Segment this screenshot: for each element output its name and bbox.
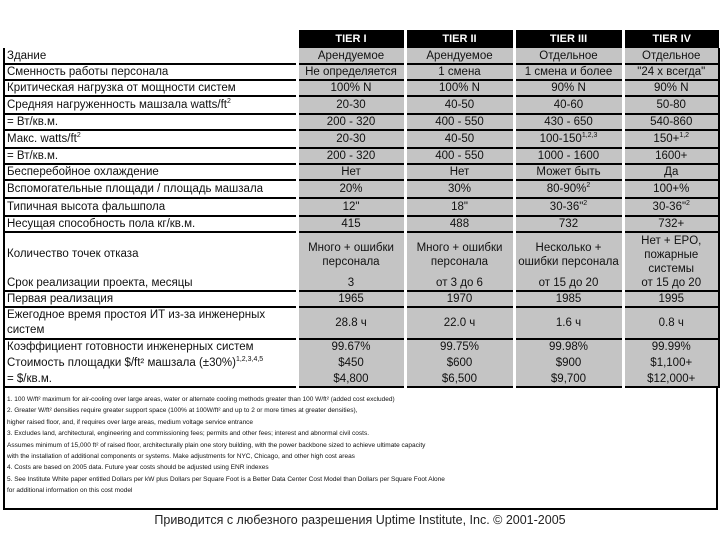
tier-value <box>297 232 405 276</box>
tier-value <box>297 80 405 96</box>
value-text: от 15 до 20 <box>641 277 702 289</box>
value-text: 1970 <box>446 293 473 305</box>
tier-value <box>514 339 623 354</box>
footnote-ref: 1,2,3 <box>581 132 598 140</box>
value-text: 200 - 320 <box>326 116 376 128</box>
value-text: $600 <box>446 356 473 369</box>
tier-value <box>514 198 623 216</box>
tier-value <box>297 180 405 198</box>
footnote: 3. Excludes land, architectural, engineering and commissioning fees; permits and other fees; interest and abnormal civil costs. <box>7 430 370 438</box>
tier-header: TIER IV <box>623 30 719 48</box>
row-label <box>4 307 297 339</box>
tier-value <box>623 198 719 216</box>
table-row <box>4 276 719 291</box>
tier-value <box>514 164 623 180</box>
tier-value <box>514 276 623 291</box>
tier-value <box>514 48 623 64</box>
row-label-text: Первая реализация <box>7 293 114 305</box>
row-label-text: Срок реализации проекта, месяцы <box>7 277 193 289</box>
value-text: 540-860 <box>650 116 693 128</box>
value-text: 1 смена и более <box>524 66 613 78</box>
value-text: Много + ошибки персонала <box>416 241 503 268</box>
tier-value <box>405 276 514 291</box>
footnote: 5. See Institute White paper entitled Dollars per kW plus Dollars per Square Foot is a Better Data Center Cost Model than Dollars per Square Foot Alone <box>7 475 445 483</box>
row-label <box>4 276 297 291</box>
row-label-text: Количество точек отказа <box>7 248 139 260</box>
tier-value <box>405 291 514 307</box>
tier-value <box>297 164 405 180</box>
row-label-text: = $/кв.м. <box>7 372 52 385</box>
tier-value <box>623 148 719 164</box>
tier-value <box>297 130 405 148</box>
value-text: $12,000+ <box>647 372 696 385</box>
table-row <box>4 339 719 354</box>
value-text: Отдельное <box>539 49 598 62</box>
value-text: 28.8 ч <box>335 317 367 329</box>
value-text: Нет + EPO, пожарные системы <box>641 234 702 275</box>
row-label <box>4 164 297 180</box>
row-label <box>4 232 297 276</box>
tier-value <box>297 96 405 114</box>
tier-value <box>514 114 623 130</box>
value-text: 732+ <box>658 218 685 230</box>
tier-value <box>623 216 719 232</box>
tier-value <box>405 130 514 148</box>
row-label <box>4 198 297 216</box>
row-label <box>4 64 297 80</box>
tier-value <box>514 180 623 198</box>
value-text: 1.6 ч <box>555 317 582 329</box>
tier-value <box>623 307 719 339</box>
value-text: 22.0 ч <box>443 317 476 329</box>
tier-value <box>405 148 514 164</box>
value-text: 20% <box>339 183 363 195</box>
tier-value <box>297 64 405 80</box>
tier-value <box>514 80 623 96</box>
value-text: 90% N <box>653 82 689 94</box>
table-row <box>4 354 719 371</box>
tier-value <box>623 130 719 148</box>
footnote: for additional information on this cost model <box>7 487 133 495</box>
tier-value <box>623 96 719 114</box>
row-label-text: Ежегодное время простоя ИТ из-за инженерных систем <box>7 309 266 336</box>
credit-line: Приводится с любезного разрешения Uptime Institute, Inc. © 2001-2005 <box>154 513 566 527</box>
tier-value <box>405 180 514 198</box>
row-label <box>4 96 297 114</box>
table-row <box>4 80 719 96</box>
value-text: 99.75% <box>439 341 479 353</box>
tier-value <box>514 96 623 114</box>
value-text: 50-80 <box>656 99 686 111</box>
value-text: Несколько + ошибки персонала <box>518 241 619 268</box>
value-text: от 15 до 20 <box>538 277 599 289</box>
row-label <box>4 339 297 354</box>
tier-value <box>514 64 623 80</box>
value-text: 90% N <box>551 82 586 94</box>
table-row <box>4 291 719 307</box>
tier-value <box>297 148 405 164</box>
footnote: with the installation of additional components or systems. Make adjustments for NYC, Chicago, and other high cost areas <box>7 453 355 461</box>
footnote: 2. Greater W/ft² densities require greater support space (100% at 100W/ft² and up to 2 or more times at greater densities), <box>7 407 358 415</box>
tier-value <box>623 180 719 198</box>
value-text: $4,800 <box>333 372 369 385</box>
table-row <box>4 216 719 232</box>
tier-value <box>405 114 514 130</box>
tier-value <box>623 48 719 64</box>
value-text: 100-150 <box>539 133 582 145</box>
value-text: 150+ <box>653 133 680 145</box>
value-text: 30-36" <box>652 201 687 213</box>
value-text: 12" <box>342 201 360 213</box>
value-text: 99.67% <box>331 341 371 353</box>
tier-value <box>623 291 719 307</box>
value-text: 1985 <box>555 293 582 305</box>
footnote-ref: 1,2 <box>679 132 690 140</box>
tier-value <box>297 48 405 64</box>
value-text: 40-50 <box>444 133 475 145</box>
footnote-ref: 1,2,3,4,5 <box>235 355 264 363</box>
value-text: от 3 до 6 <box>436 277 483 289</box>
tier-value <box>623 80 719 96</box>
footnote-ref: 2 <box>686 200 690 208</box>
value-text: 40-60 <box>553 99 584 111</box>
value-text: $1,100+ <box>650 356 693 369</box>
value-text: 1965 <box>338 293 364 305</box>
tier-value <box>623 371 719 387</box>
tier-value <box>405 339 514 354</box>
row-label-text: Стоимость площадки $/ft² машзала (±30%) <box>7 356 236 369</box>
footnote: 4. Costs are based on 2005 data. Future year costs should be adjusted using ENR indexes <box>7 464 269 472</box>
row-label <box>4 114 297 130</box>
row-label <box>4 148 297 164</box>
tier-header: TIER I <box>297 30 405 48</box>
row-label-text: Средняя нагруженность машзала watts/ft <box>7 99 227 111</box>
table-row <box>4 180 719 198</box>
value-text: 40-50 <box>444 99 475 111</box>
table-row <box>4 130 719 148</box>
value-text: 18" <box>451 201 468 213</box>
value-text: 100% N <box>330 82 372 94</box>
tier-value <box>297 307 405 339</box>
footnote-ref: 2 <box>586 182 591 190</box>
header-row <box>4 30 719 48</box>
tier-value <box>623 339 719 354</box>
row-label-text: Критическая нагрузка от мощности систем <box>7 82 236 94</box>
value-text: 99.99% <box>651 341 691 353</box>
tier-value <box>297 291 405 307</box>
row-label-text: Вспомогательные площади / площадь машзала <box>7 183 264 195</box>
value-text: Нет <box>341 166 361 178</box>
table-row <box>4 96 719 114</box>
footnote-ref: 2 <box>76 132 81 140</box>
value-text: $900 <box>555 356 582 369</box>
value-text: 100% N <box>439 82 480 94</box>
row-label <box>4 216 297 232</box>
tier-value <box>297 114 405 130</box>
value-text: 1600+ <box>655 150 688 162</box>
tier-value <box>623 232 719 276</box>
footnote: Assumes minimum of 15,000 ft² of raised floor, architecturally plain one story building, with the power backbone sized to achieve ultimate capacity <box>7 441 426 449</box>
footnote-ref: 2 <box>583 200 588 208</box>
value-text: Много + ошибки персонала <box>308 241 394 268</box>
table-row <box>4 164 719 180</box>
value-text: 400 - 550 <box>435 116 484 128</box>
tier-value <box>297 276 405 291</box>
tier-value <box>514 307 623 339</box>
value-text: 99.98% <box>548 341 588 353</box>
row-label-text: Типичная высота фальшпола <box>7 201 166 213</box>
tier-value <box>623 64 719 80</box>
row-label <box>4 80 297 96</box>
tier-value <box>514 354 623 371</box>
value-text: Может быть <box>536 166 601 178</box>
value-text: 80-90% <box>546 183 587 195</box>
row-label-text: = Вт/кв.м. <box>7 150 59 162</box>
value-text: 1000 - 1600 <box>537 150 600 162</box>
tier-value <box>405 371 514 387</box>
value-text: 400 - 550 <box>435 150 484 162</box>
row-label <box>4 291 297 307</box>
row-label <box>4 130 297 148</box>
row-label <box>4 354 297 371</box>
value-text: $9,700 <box>550 372 587 385</box>
value-text: 1 смена <box>438 66 481 78</box>
value-text: 0.8 ч <box>658 317 684 329</box>
tier-value <box>405 232 514 276</box>
value-text: Арендуемое <box>317 49 385 62</box>
tier-value <box>405 48 514 64</box>
tier-value <box>297 216 405 232</box>
row-label-text: Бесперебойное охлаждение <box>7 166 159 178</box>
row-label-text: Макс. watts/ft <box>7 133 77 145</box>
header-blank <box>4 30 297 48</box>
table-row <box>4 198 719 216</box>
table-row <box>4 114 719 130</box>
value-text: 1995 <box>658 293 685 305</box>
tier-value <box>514 148 623 164</box>
value-text: 415 <box>341 218 361 230</box>
footnote-ref: 2 <box>226 98 231 106</box>
footnote: higher raised floor, and, if requires over large areas, medium voltage service entrance <box>7 418 254 426</box>
row-label-text: = Вт/кв.м. <box>7 116 59 128</box>
tier-value <box>405 80 514 96</box>
tier-value <box>514 130 623 148</box>
tier-value <box>297 371 405 387</box>
tier-header: TIER II <box>405 30 514 48</box>
tier-value <box>623 164 719 180</box>
footnotes <box>3 388 718 510</box>
table-row <box>4 148 719 164</box>
footnote: 1. 100 W/ft² maximum for air-cooling over large areas, water or alternate cooling methods greater than 100 W/ft² (added cost excluded) <box>7 396 395 403</box>
table-row <box>4 48 719 64</box>
tier-value <box>514 291 623 307</box>
row-label-text: Несущая способность пола кг/кв.м. <box>7 218 196 230</box>
value-text: 30% <box>447 183 472 195</box>
tier-value <box>405 198 514 216</box>
tier-value <box>623 276 719 291</box>
value-text: "24 х всегда" <box>637 66 706 78</box>
value-text: Не определяется <box>305 66 397 78</box>
table-row <box>4 307 719 339</box>
tier-value <box>405 307 514 339</box>
value-text: $450 <box>338 356 364 369</box>
row-label <box>4 371 297 387</box>
table-row <box>4 64 719 80</box>
tier-value <box>405 354 514 371</box>
row-label-text: Здание <box>7 49 47 62</box>
value-text: $6,500 <box>441 372 478 385</box>
tier-value <box>405 216 514 232</box>
row-label <box>4 180 297 198</box>
value-text: Да <box>664 166 679 178</box>
tier-value <box>514 371 623 387</box>
value-text: 20-30 <box>336 133 366 145</box>
tier-value <box>405 64 514 80</box>
value-text: 100+% <box>653 183 690 195</box>
tier-value <box>623 114 719 130</box>
table-row <box>4 232 719 276</box>
tier-value <box>623 354 719 371</box>
tier-value <box>405 96 514 114</box>
value-text: 430 - 650 <box>544 116 593 128</box>
tier-value <box>297 354 405 371</box>
tier-value <box>514 216 623 232</box>
value-text: 20-30 <box>336 99 366 111</box>
tier-value <box>405 164 514 180</box>
row-label-text: Сменность работы персонала <box>7 66 169 78</box>
value-text: Отдельное <box>642 49 701 62</box>
tier-value <box>514 232 623 276</box>
value-text: 3 <box>347 277 355 289</box>
value-text: 30-36" <box>549 201 584 213</box>
row-label-text: Коэффициент готовности инженерных систем <box>7 341 254 353</box>
tier-value <box>297 198 405 216</box>
value-text: 200 - 320 <box>326 150 376 162</box>
value-text: 732 <box>558 218 579 230</box>
tier-comparison-table <box>3 30 718 510</box>
value-text: Нет <box>449 166 470 178</box>
tier-header: TIER III <box>514 30 623 48</box>
tier-value <box>297 339 405 354</box>
row-label <box>4 48 297 64</box>
value-text: 488 <box>449 218 470 230</box>
value-text: Арендуемое <box>426 49 493 62</box>
table-row <box>4 371 719 387</box>
